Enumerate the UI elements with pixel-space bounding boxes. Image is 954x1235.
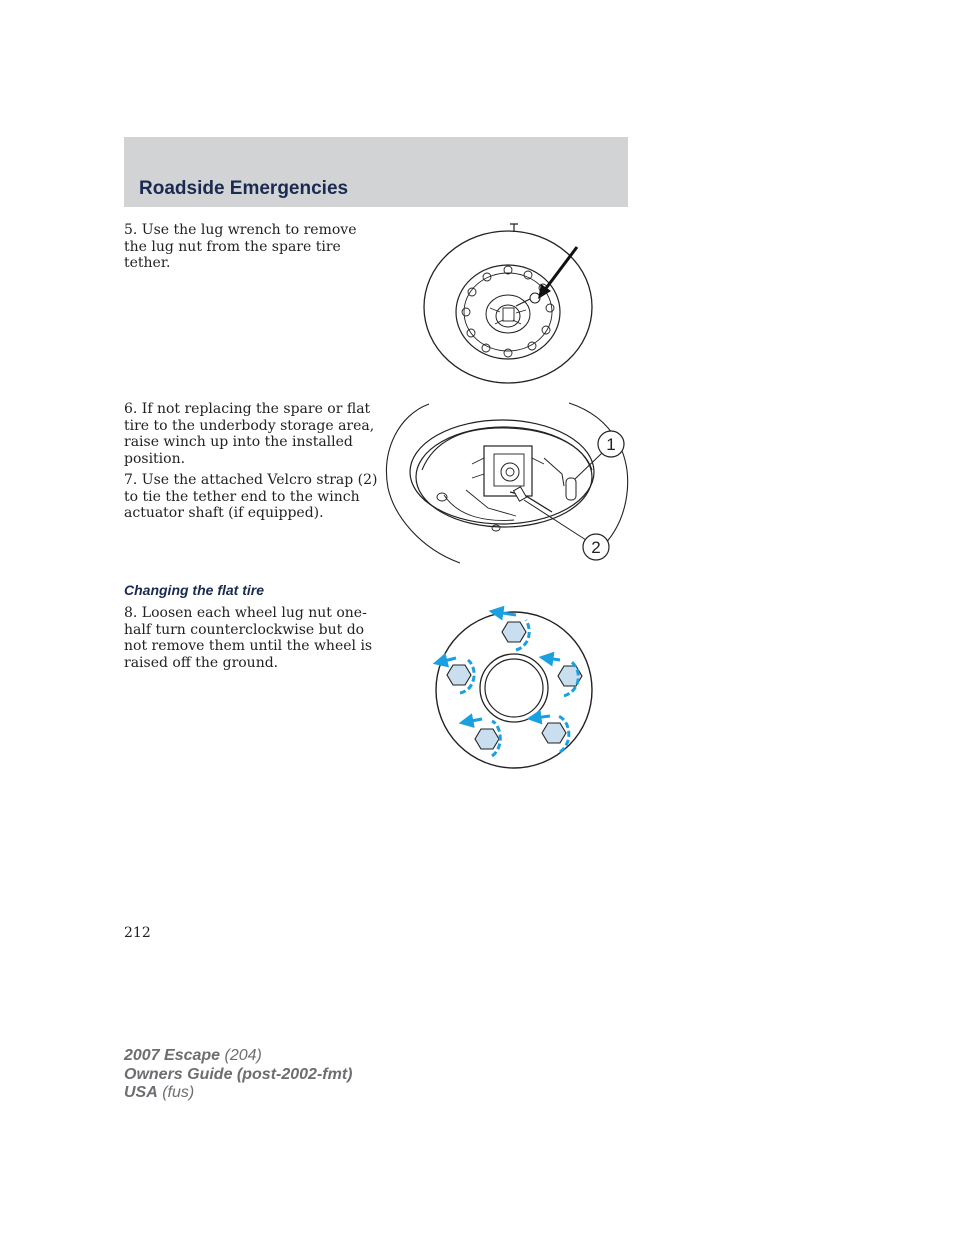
lug-nut-left [447, 665, 471, 685]
step-7-text: 7. Use the attached Velcro strap (2) to tie the tether end to the winch actuator shaft (if equipped). [124, 472, 378, 521]
footer-market: USA [124, 1084, 158, 1101]
lug-nut-bottom-left [475, 729, 499, 749]
spare-tire-figure [420, 220, 595, 390]
header-band [124, 137, 628, 207]
step-8-text: 8. Loosen each wheel lug nut one-half turn counterclockwise but do not remove them until the wheel is raised off the ground. [124, 605, 373, 671]
callout-2-label: 2 [591, 538, 601, 557]
lug-nut-top [502, 622, 526, 642]
lug-nut-bottom-right [542, 723, 566, 743]
step-6-text: 6. If not replacing the spare or flat tire to the underbody storage area, raise winch up into the installed position. [124, 401, 375, 467]
subheading-changing-flat-tire: Changing the flat tire [124, 582, 264, 598]
footer-model: 2007 Escape [124, 1047, 221, 1064]
step-5-text: 5. Use the lug wrench to remove the lug nut from the spare tire tether. [124, 222, 357, 271]
page-number: 212 [124, 925, 151, 941]
section-title: Roadside Emergencies [139, 178, 349, 199]
footer-model-code: (204) [220, 1047, 262, 1064]
wheel-lug-nuts-figure [432, 606, 596, 772]
winch-figure [384, 400, 630, 570]
footer-market-code: (fus) [157, 1084, 195, 1101]
footer-info [124, 1047, 352, 1103]
callout-1-label: 1 [606, 435, 616, 454]
footer-guide: Owners Guide (post-2002-fmt) [124, 1065, 353, 1083]
